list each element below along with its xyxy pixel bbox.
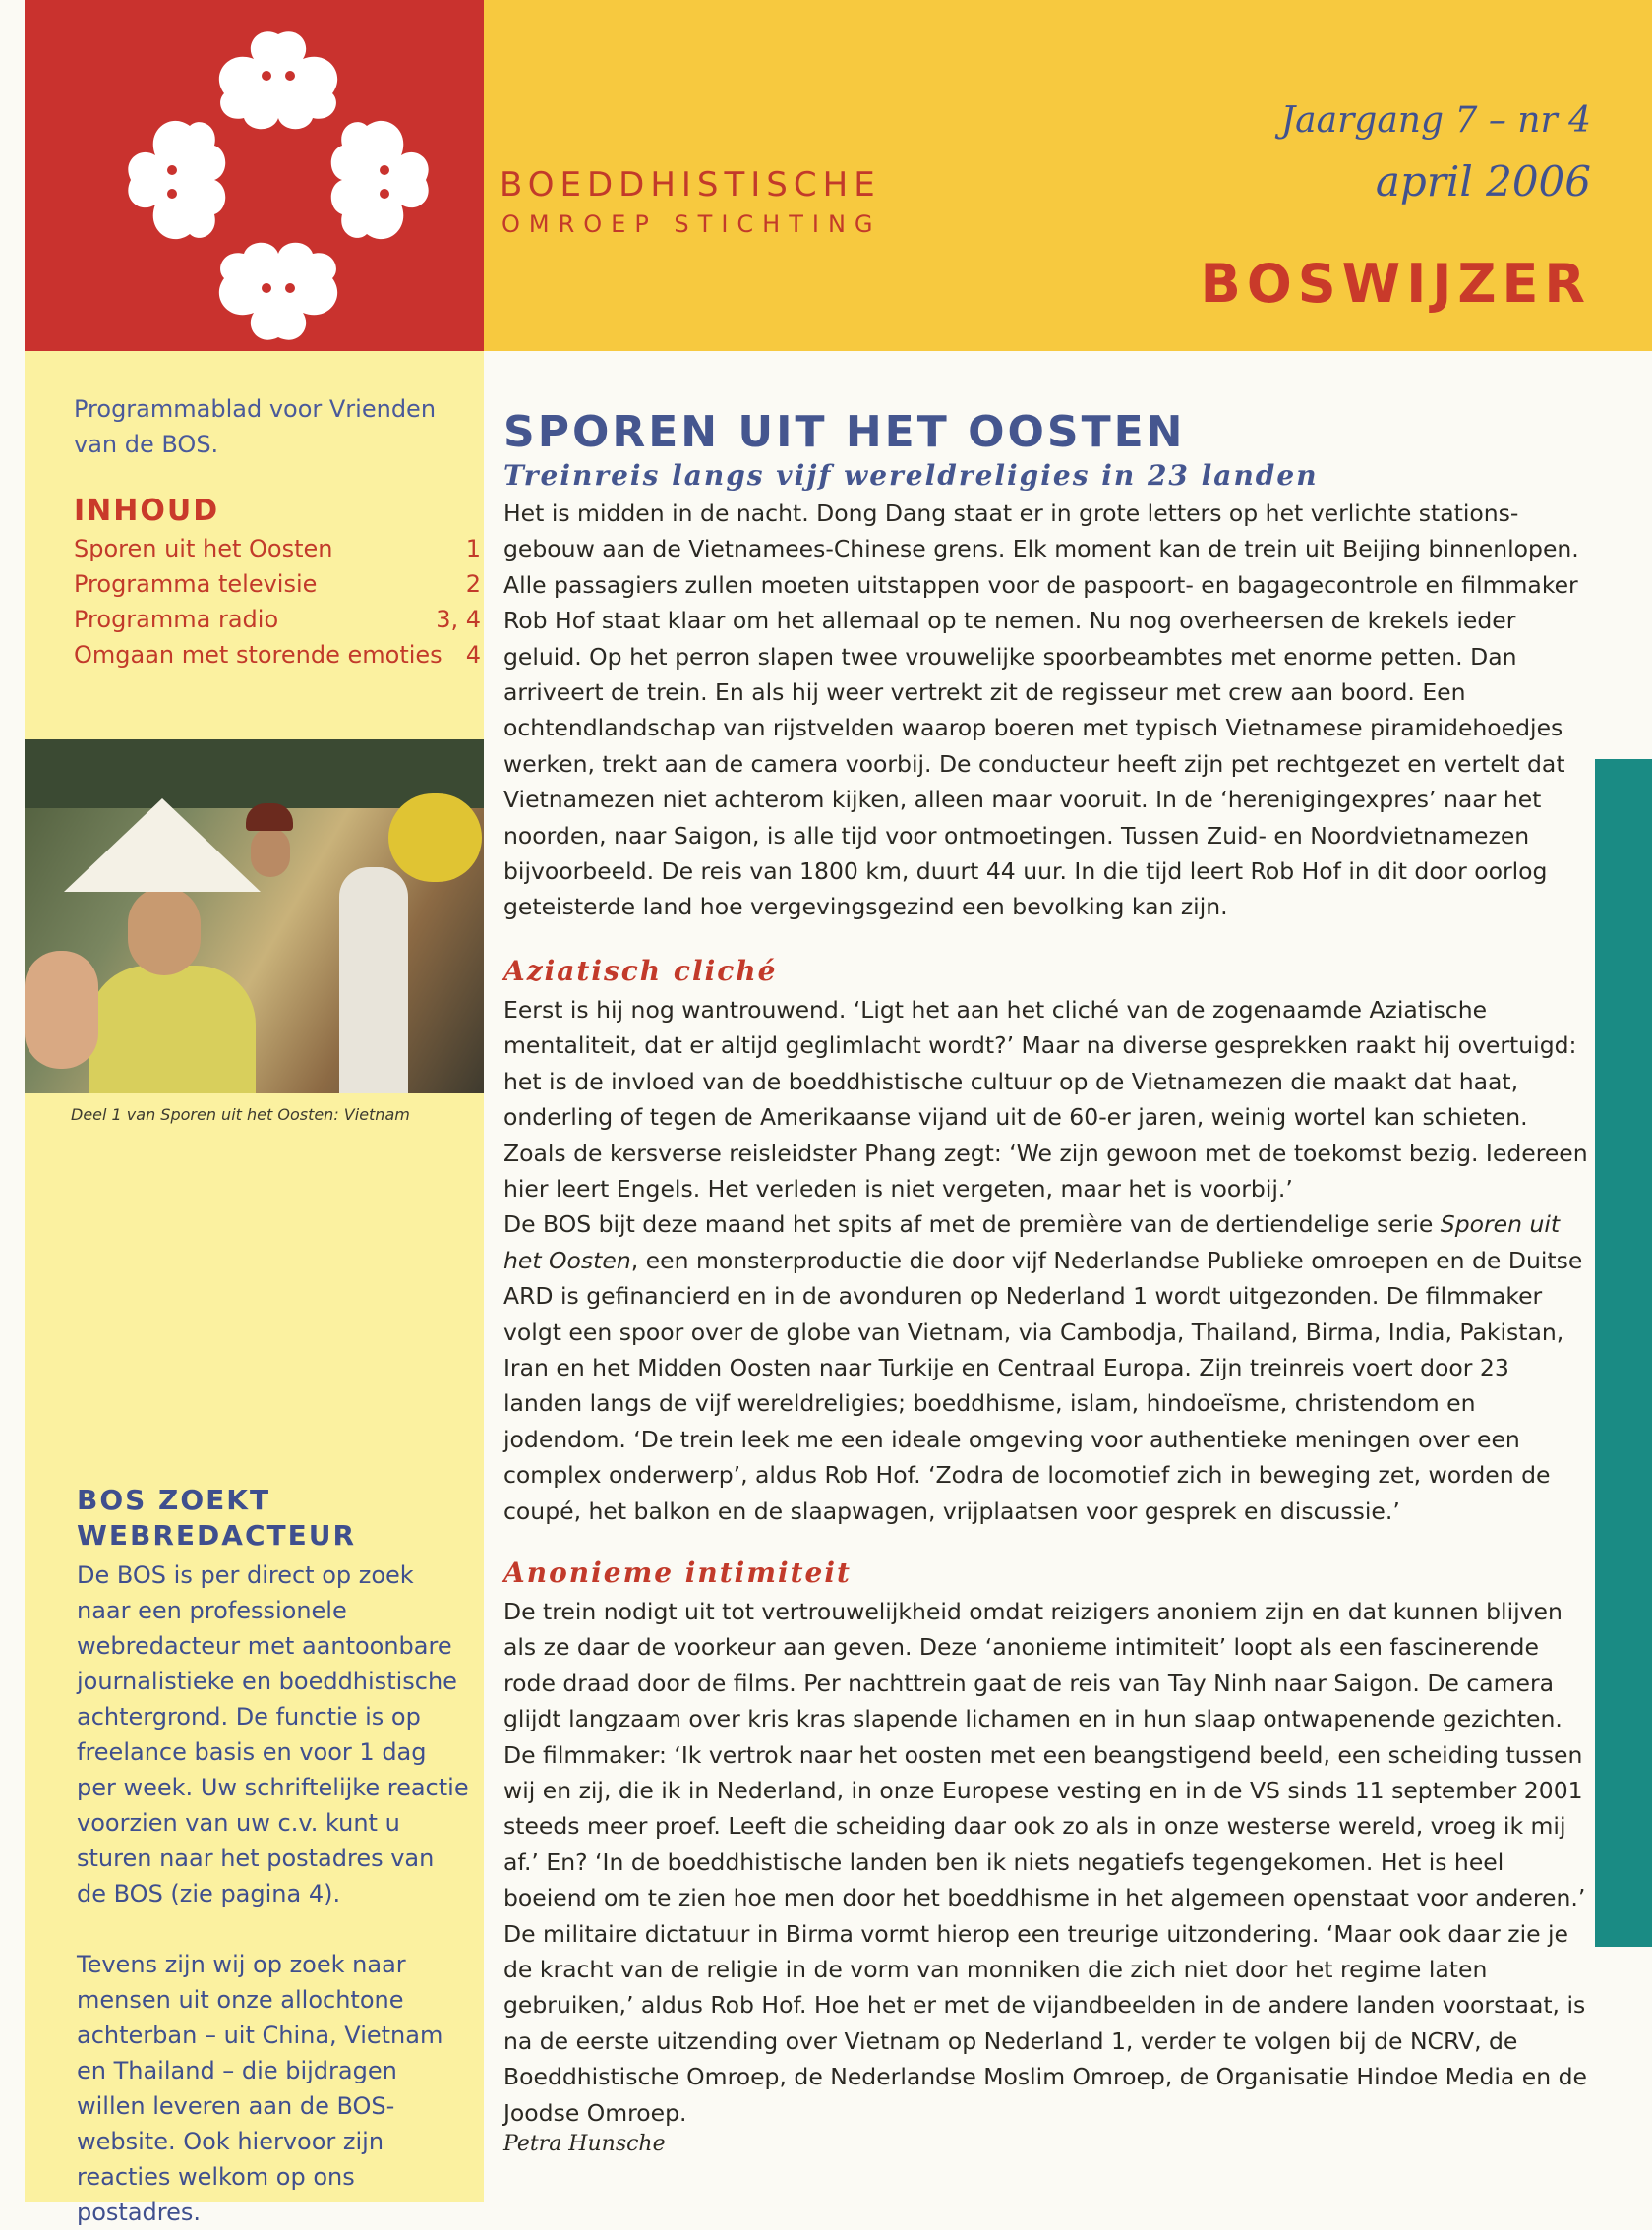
vietnam-photo (25, 739, 484, 1093)
toc-item-label: Sporen uit het Oosten (74, 535, 333, 562)
paragraph-text: Eerst is hij nog wantrouwend. ‘Ligt het aan het cliché van de zogenaamde Aziatische mentaliteit, dat er altijd geglimlacht wordt?’ Maar na diverse gesprekken raakt hij overtuigd: het is de invloed van de boeddhistische cultuur op de Vietnamezen die maakt dat haat, onderling of tegen de Amerikaanse vijand uit de 60-er jaren, weinig wortel kan schieten. Zoals de kersverse reisleidster Phang zegt: ‘We zijn gewoon met de toekomst bezig. Iedereen hier leert Engels. Het verleden is niet vergeten, maar het is voorbij.’ (503, 996, 1588, 1203)
photo-conical-hat (64, 798, 261, 892)
teal-edge-bar (1595, 759, 1652, 1947)
sidebar-intro: Programmablad voor Vrienden van de BOS. (74, 395, 437, 458)
publication-title: BOSWIJZER (1200, 253, 1591, 315)
job-ad-title: BOS ZOEKT WEBREDACTEUR (77, 1484, 357, 1552)
series-title: Sporen uit het Oosten (503, 1210, 1561, 1274)
toc-item-label: Programma televisie (74, 570, 318, 598)
photo-caption: Deel 1 van Sporen uit het Oosten: Vietnam (71, 1105, 410, 1124)
toc-item[interactable] (74, 531, 481, 566)
toc-item-label: Programma radio (74, 606, 279, 633)
job-ad-text: De BOS is per direct op zoek naar een professionele webredacteur met aantoonbare journalistieke en boeddhistische achtergrond. De functie is op freelance basis en voor 1 dag per week. Uw schriftelijke reactie voorzien van uw c.v. kunt u sturen naar het postadres van de BOS (zie pagina 4). (77, 1561, 469, 1907)
job-ad-text-2: Tevens zijn wij op zoek naar mensen uit onze allochtone achterban – uit China, Vietnam en Thailand – die bijdragen willen leveren aan de BOS-website. Ook hiervoor zijn reacties welkom op ons postadres. (77, 1951, 443, 2226)
toc-item-page: 4 (465, 641, 481, 669)
section-title-aziatisch: Aziatisch cliché (503, 955, 778, 987)
paragraph-text-part: , een monsterproductie die door vijf Nederlandse Publieke omroepen en de Duitse ARD is gefinancierd en in de avonduren op Nederland 1 wordt uitgezonden. De filmmaker volgt een spoor over de globe van Vietnam, via Cambodja, Thailand, Birma, India, Pakistan, Iran en het Midden Oosten naar Turkije en Centraal Europa. Zijn treinreis voert door 23 landen langs de vijf wereldreligies; boeddhisme, islam, hindoeïsme, christendom en jodendom. ‘De trein leek me een ideale omgeving voor authentieke meningen over een complex onderwerp’, aldus Rob Hof. ‘Zodra de locomotief zich in beweging zet, worden de coupé, het balkon en de slaapwagen, vrijplaatsen voor gesprek en discussie.’ (503, 1246, 1583, 1525)
toc-item-page: 2 (465, 570, 481, 598)
toc-title: INHOUD (74, 494, 220, 528)
section-title-anonieme: Anonieme intimiteit (503, 1556, 852, 1589)
toc-item[interactable] (74, 602, 481, 637)
bos-emblem-icon (111, 15, 445, 344)
org-name: BOEDDHISTISCHE (500, 165, 881, 205)
issue-number: Jaargang 7 – nr 4 (1280, 100, 1591, 141)
toc-item-label: Omgaan met storende emoties (74, 641, 442, 669)
article-paragraph-4 (503, 1594, 1595, 2131)
photo-passenger (339, 867, 408, 1093)
paragraph-text: Het is midden in de nacht. Dong Dang staat er in grote letters op het verlichte stationsgebouw aan de Vietnamees-Chinese grens. Elk moment kan de trein uit Beijing binnenlopen. Alle passagiers zullen moeten uitstappen voor de paspoort- en bagagecontrole en filmmaker Rob Hof staat klaar om het allemaal op te nemen. Nu nog overheersen de krekels ieder geluid. Op het perron slapen twee vrouwelijke spoorbeambtes met enorme petten. Dan arriveert de trein. En als hij weer vertrekt zit de regisseur met crew aan boord. Een ochtendlandschap van rijstvelden waarop boeren met typisch Vietnamese piramidehoedjes werken, trekt aan de camera voorbij. De conducteur heeft zijn pet rechtgezet en vertelt dat Vietnamezen niet achterom kijken, alleen maar vooruit. In de ‘herenigingexpres’ naar het noorden, naar Saigon, is alle tijd voor ontmoetingen. Tussen Zuid- en Noordvietnamezen bijvoorbeeld. De reis van 1800 km, duurt 44 uur. In die tijd leert Rob Hof in dit door oorlog geteisterde land hoe vergevingsgezind een bevolking kan zijn. (503, 499, 1579, 921)
article-paragraph-2 (503, 992, 1595, 1529)
toc-item-page: 3, 4 (436, 606, 481, 633)
issue-date: april 2006 (1375, 157, 1591, 205)
paragraph-text-3 (503, 1206, 1595, 1529)
toc-item[interactable] (74, 566, 481, 602)
article-paragraph-1 (503, 496, 1595, 925)
photo-woman-face (128, 887, 201, 975)
photo-child (25, 951, 98, 1069)
org-name-sub: OMROEP STICHTING (502, 210, 882, 238)
logo-box (25, 0, 484, 351)
article-subtitle: Treinreis langs vijf wereldreligies in 23 landen (503, 459, 1319, 492)
article-author: Petra Hunsche (503, 2132, 666, 2156)
photo-woman-shirt (88, 966, 256, 1093)
article-title: SPOREN UIT HET OOSTEN (503, 407, 1186, 457)
toc-item-page: 1 (465, 535, 481, 562)
table-of-contents (74, 531, 481, 673)
paragraph-text-part: De BOS bijt deze maand het spits af met de première van de dertiendelige serie (503, 1210, 1441, 1239)
photo-bag (388, 793, 482, 882)
toc-item[interactable] (74, 637, 481, 673)
paragraph-text: De trein nodigt uit tot vertrouwelijkheid omdat reizigers anoniem zijn en dat kunnen blijven als ze daar de voorkeur aan geven. Deze ‘anonieme intimiteit’ loopt als een fascinerende rode draad door de films. Per nachttrein gaat de reis van Tay Ninh naar Saigon. De camera glijdt langzaam over kris kras slapende lichamen en in hun slaap ontwapenende gezichten. De filmmaker: ‘Ik vertrok naar het oosten met een beangstigend beeld, een scheiding tussen wij en zij, die ik in Nederland, in onze Europese vesting en in de VS sinds 11 september 2001 steeds meer proef. Leeft die scheiding daar ook zo als in onze westerse wereld, vroeg ik mij af.’ En? ‘In de boeddhistische landen ben ik niets negatiefs tegengekomen. Het is heel boeiend om te zien hoe men door het boeddhisme in het algemeen openstaat voor anderen.’ De militaire dictatuur in Birma vormt hierop een treurige uitzondering. ‘Maar ook daar zie je de kracht van de religie in de vorm van monniken die zich niet door het regime laten gebruiken,’ aldus Rob Hof. Hoe het er met de vijandbeelden in de andere landen voorstaat, is na de eerste uitzending over Vietnam op Nederland 1, verder te volgen bij de NCRV, de Boeddhistische Omroep, de Nederlandse Moslim Omroep, de Organisatie Hindoe Media en de Joodse Omroep. (503, 1598, 1587, 2127)
